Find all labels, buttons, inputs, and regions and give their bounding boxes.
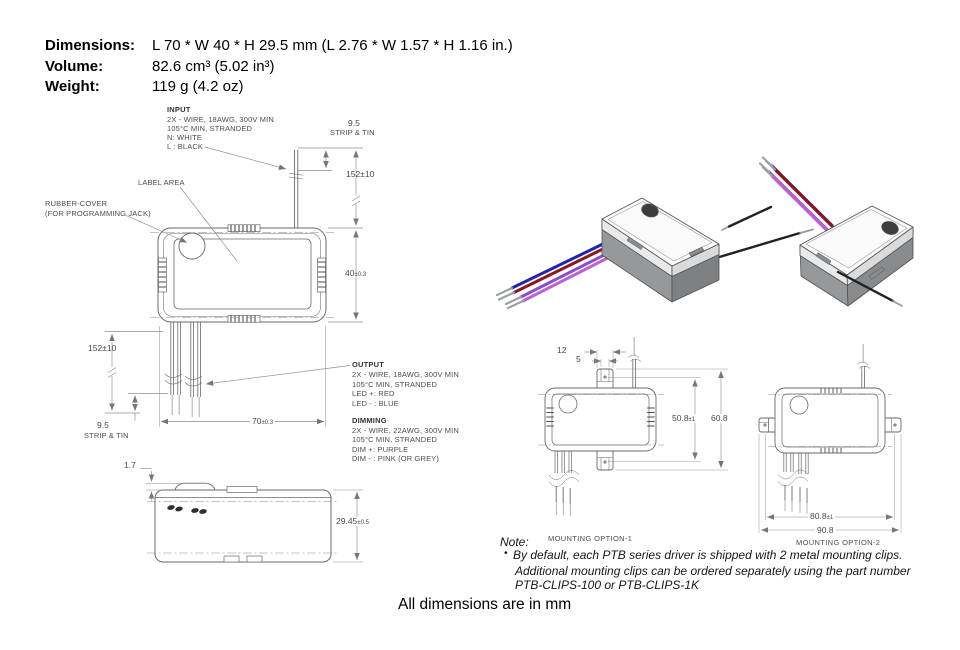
spec-weight-value: 119 g (4.2 oz)	[152, 78, 244, 95]
output-callout-title: OUTPUT	[352, 360, 385, 369]
rubber-cover-callout: RUBBER-COVER	[45, 199, 108, 208]
dimming-callout-title: DIMMING	[352, 416, 387, 425]
dim-strip-tin-bottom-value: 9.5	[97, 420, 109, 430]
note-title: Note:	[500, 535, 529, 549]
spec-volume-value: 82.6 cm³ (5.02 in³)	[152, 58, 275, 75]
dimming-callout-line: DIM - : PINK (OR GREY)	[352, 454, 440, 463]
dim-m1-clip-width: 12	[557, 345, 567, 355]
input-callout-line: 105°C MIN, STRANDED	[167, 124, 253, 133]
dim-side-height-tol: ±0.5	[357, 520, 369, 526]
dim-strip-tin-top-label: STRIP & TIN	[330, 128, 375, 137]
spec-dimensions-label: Dimensions:	[45, 37, 136, 54]
output-callout-line: LED - : BLUE	[352, 399, 399, 408]
dim-m1-hole-span-tol: ±1	[688, 417, 696, 423]
input-callout-title: INPUT	[167, 105, 191, 114]
footer-units-note: All dimensions are in mm	[398, 596, 572, 613]
label-area-callout: LABEL AREA	[138, 178, 185, 187]
iso2-wires	[722, 158, 835, 236]
dim-strip-tin-top-value: 9.5	[348, 118, 360, 128]
dim-side-height-value: 29.45	[336, 516, 358, 526]
input-callout-line: N: WHITE	[167, 133, 202, 142]
note-line: By default, each PTB series driver is shipped with 2 metal mounting clips.	[513, 548, 903, 562]
mounting-option-2-label: MOUNTING OPTION-2	[796, 538, 881, 547]
m1-bottom-wires	[549, 451, 579, 516]
dim-wire-length-bottom: 152±10	[88, 343, 117, 353]
dim-strip-tin-bottom-label: STRIP & TIN	[84, 431, 129, 440]
input-callout-line: 2X - WIRE, 18AWG, 300V MIN	[167, 115, 274, 124]
dim-cover-height: 1.7	[124, 460, 136, 470]
dim-m1-hole-span	[670, 414, 697, 423]
dim-width-value: 70	[252, 416, 262, 426]
front-view-drawing	[105, 147, 363, 427]
input-callout-line: L : BLACK	[167, 142, 204, 151]
output-wires	[165, 322, 202, 417]
output-callout-line: 105°C MIN, STRANDED	[352, 380, 438, 389]
input-wire	[289, 150, 303, 228]
rubber-cover-callout: (FOR PROGRAMMING JACK)	[45, 209, 151, 218]
side-view-drawing	[140, 469, 363, 563]
spec-dimensions-value: L 70 * W 40 * H 29.5 mm (L 2.76 * W 1.57 * H 1.16 in.)	[152, 37, 513, 54]
dim-height-value: 40	[345, 268, 355, 278]
dim-m2-hole-span-tol: ±1	[826, 515, 834, 521]
iso-render-2	[722, 158, 913, 307]
dim-wire-length-top: 152±10	[346, 169, 375, 179]
dim-m1-slot-width: 5	[576, 354, 581, 364]
note-line: Additional mounting clips can be ordered separately using the part number	[515, 564, 911, 578]
spec-volume-label: Volume:	[45, 58, 104, 75]
iso-render-1	[497, 198, 813, 308]
dim-width	[250, 417, 275, 426]
mounting-option-1-label: MOUNTING OPTION-1	[548, 534, 633, 543]
dim-m1-hole-span-value: 50.8	[672, 413, 689, 423]
dim-height-tol: ±0.3	[354, 272, 367, 278]
dim-m2-clip-span: 90.8	[817, 525, 834, 535]
mounting-option-1-drawing	[538, 337, 728, 516]
spec-weight-label: Weight:	[45, 78, 100, 95]
dim-side-height	[334, 517, 371, 526]
side-view-dim-lines	[140, 469, 363, 563]
dim-width-tol: ±0.3	[261, 420, 274, 426]
note-line: PTB-CLIPS-100 or PTB-CLIPS-1K	[515, 578, 700, 592]
dimming-callout-line: DIM +: PURPLE	[352, 445, 409, 454]
output-callout-line: 2X - WIRE, 18AWG, 300V MIN	[352, 370, 459, 379]
m2-bottom-wires	[778, 453, 808, 514]
dim-m2-hole-span-value: 80.8	[810, 511, 827, 521]
dim-m2-hole-span	[808, 512, 835, 521]
output-callout-line: LED +: RED	[352, 389, 395, 398]
dimming-callout-line: 105°C MIN, STRANDED	[352, 435, 438, 444]
dim-m1-clip-span: 60.8	[711, 413, 728, 423]
mounting-option-2-drawing	[759, 344, 901, 533]
dim-height	[345, 269, 366, 278]
side-view-wire-stubs	[167, 504, 207, 514]
dimming-callout-line: 2X - WIRE, 22AWG, 300V MIN	[352, 426, 459, 435]
note-bullet: •	[504, 548, 508, 559]
